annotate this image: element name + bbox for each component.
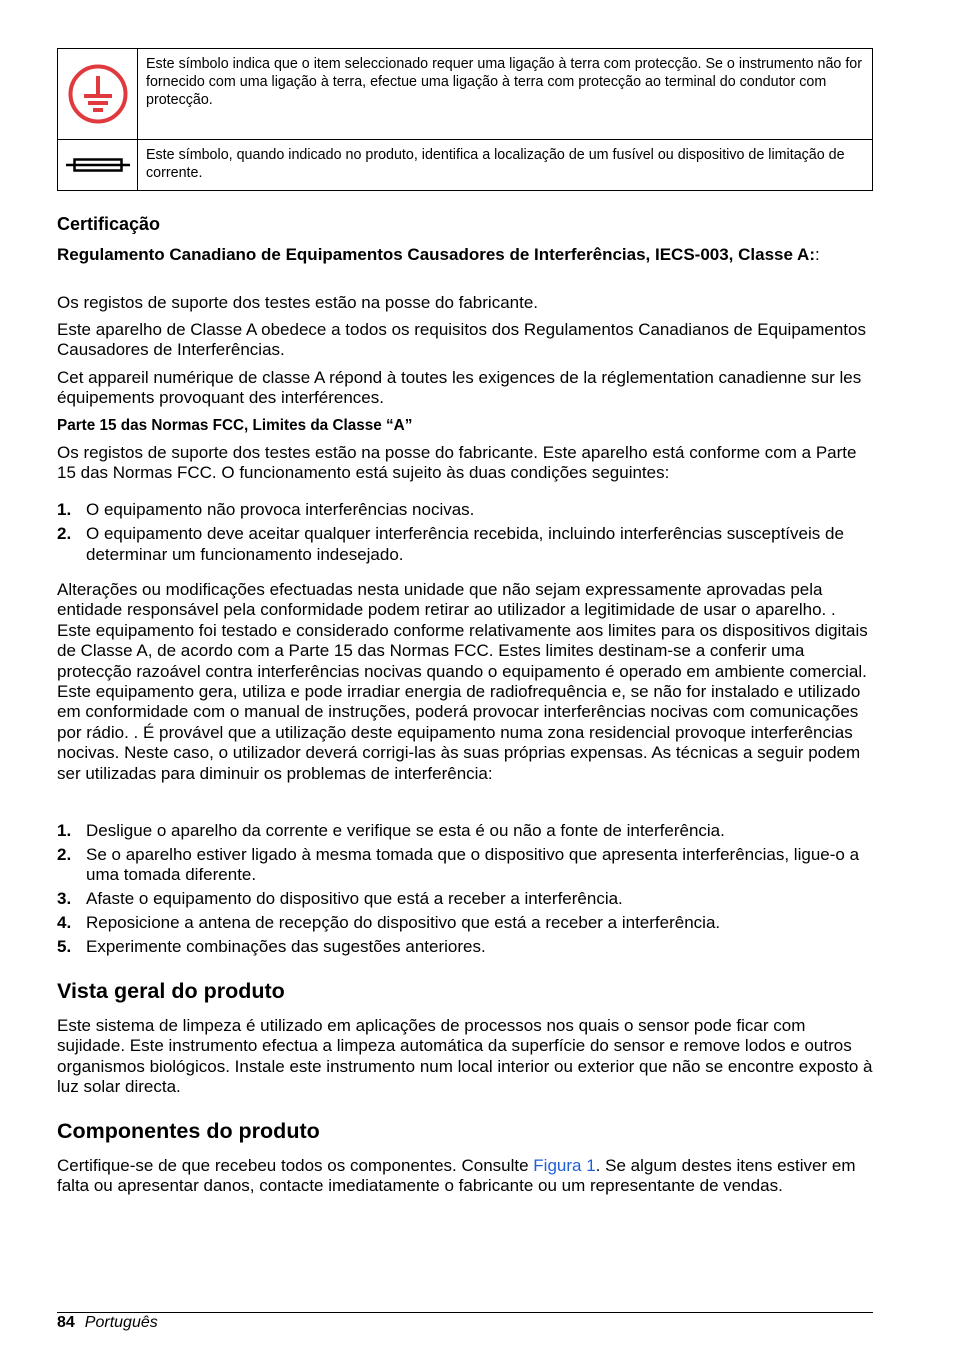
list-item-text: Desligue o aparelho da corrente e verifique se esta é ou não a fonte de interferência. [86, 821, 725, 840]
footer-language: Português [84, 1314, 158, 1331]
fcc-heading: Parte 15 das Normas FCC, Limites da Classe “A” [57, 417, 413, 434]
list-item-text: Afaste o equipamento do dispositivo que está a receber a interferência. [86, 889, 623, 909]
components-text-before: Certifique-se de que recebeu todos os componentes. Consulte [57, 1156, 534, 1175]
canadian-regulation-title: Regulamento Canadiano de Equipamentos Causadores de Interferências, IECS-003, Classe A: [57, 245, 815, 264]
list-item-number: 3. [57, 889, 72, 909]
fuse-icon [66, 156, 130, 174]
interference-remedies-list [57, 821, 873, 958]
fcc-conditions-list [57, 500, 873, 565]
canadian-paragraph-3: Cet appareil numérique de classe A répond à toutes les exigences de la réglementation canadienne sur les équipements provoquant des interférences. [57, 368, 862, 408]
list-item-number: 5. [57, 937, 72, 957]
list-item-text: Experimente combinações das sugestões anteriores. [86, 937, 486, 957]
symbol-cell-protective-earth [58, 49, 138, 140]
list-item-text: O equipamento deve aceitar qualquer interferência recebida, incluindo interferências susceptíveis de determinar um funcionamento indesejado. [86, 524, 844, 564]
symbol-description: Este símbolo indica que o item seleccionado requer uma ligação à terra com protecção. Se o instrumento não for fornecido com uma ligação à terra, efectue uma ligação à terra com protecção ao terminal do condutor com protecção. [138, 49, 873, 140]
protective-earth-icon [67, 63, 129, 125]
symbol-row-protective-earth [58, 49, 873, 140]
symbol-row-fuse [58, 140, 873, 191]
fcc-paragraph-2: Alterações ou modificações efectuadas nesta unidade que não sejam expressamente aprovadas pela entidade responsável pela conformidade podem retirar ao utilizador a legitimidade de usar o aparelho. . Este equipamento foi testado e considerado conforme relativamente aos limites para os dispositivos digitais de Classe A, de acordo com a Parte 15 das Normas FCC. Estes limites destinam-se a conferir uma protecção razoável contra interferências nocivas quando o equipamento é operado em ambiente comercial. Este equipamento gera, utiliza e pode irradiar energia de radiofrequência e, se não for instalado e utilizado em conformidade com o manual de instruções, poderá provocar interferências nocivas com comunicações por rádio. . É provável que a utilização deste equipamento numa zona residencial provoque interferências nocivas. Neste caso, o utilizador deverá corrigi-las às suas próprias expensas. As técnicas a seguir podem ser utilizadas para diminuir os problemas de interferência: [57, 580, 868, 783]
symbol-description: Este símbolo, quando indicado no produto, identifica a localização de um fusível ou dispositivo de limitação de corrente. [138, 140, 873, 191]
figure-1-link[interactable]: Figura 1 [533, 1156, 596, 1175]
list-item [57, 913, 873, 933]
list-item [57, 889, 873, 909]
symbols-table [57, 48, 873, 191]
list-item-number: 4. [57, 913, 72, 933]
list-item [57, 821, 873, 841]
list-item-text: O equipamento não provoca interferências nocivas. [86, 500, 475, 519]
canadian-regulation-colon: : [814, 245, 820, 264]
product-components-heading: Componentes do produto [57, 1119, 320, 1143]
list-item-text: Reposicione a antena de recepção do dispositivo que está a receber a interferência. [86, 913, 721, 933]
product-components-paragraph [57, 1156, 873, 1197]
list-item-number: 2. [57, 845, 72, 864]
canadian-regulation-heading [57, 245, 873, 265]
list-item [57, 937, 873, 957]
components-text-after: . Se algum destes itens estiver em falta ou apresentar danos, contacte imediatamente o fabricante ou um representante de vendas. [57, 1156, 856, 1196]
list-item [57, 500, 873, 520]
page-footer [57, 1313, 158, 1333]
canadian-paragraph-2: Este aparelho de Classe A obedece a todos os requisitos dos Regulamentos Canadianos de Equipamentos Causadores de Interferências. [57, 320, 866, 360]
list-item [57, 845, 873, 886]
page-number: 84 [57, 1314, 75, 1331]
footer-divider [57, 1312, 873, 1313]
symbol-cell-fuse [58, 140, 138, 191]
fcc-paragraph-1: Os registos de suporte dos testes estão na posse do fabricante. Este aparelho está conforme com a Parte 15 das Normas FCC. O funcionamento está sujeito às duas condições seguintes: [57, 443, 857, 483]
product-overview-heading: Vista geral do produto [57, 979, 285, 1003]
list-item-text: Se o aparelho estiver ligado à mesma tomada que o dispositivo que apresenta interferências, ligue-o a uma tomada diferente. [86, 845, 860, 885]
product-overview-paragraph: Este sistema de limpeza é utilizado em aplicações de processos nos quais o sensor pode ficar com sujidade. Este instrumento efectua a limpeza automática da superfície do sensor e remove lodos e outros organismos biológicos. Instale este instrumento num local interior ou exterior que não se encontre exposto à luz solar directa. [57, 1016, 873, 1097]
list-item-number: 1. [57, 821, 72, 840]
list-item [57, 524, 873, 565]
list-item-number: 1. [57, 500, 72, 519]
certification-heading: Certificação [57, 214, 161, 234]
list-item-number: 2. [57, 524, 72, 544]
canadian-paragraph-1: Os registos de suporte dos testes estão na posse do fabricante. [57, 293, 539, 312]
